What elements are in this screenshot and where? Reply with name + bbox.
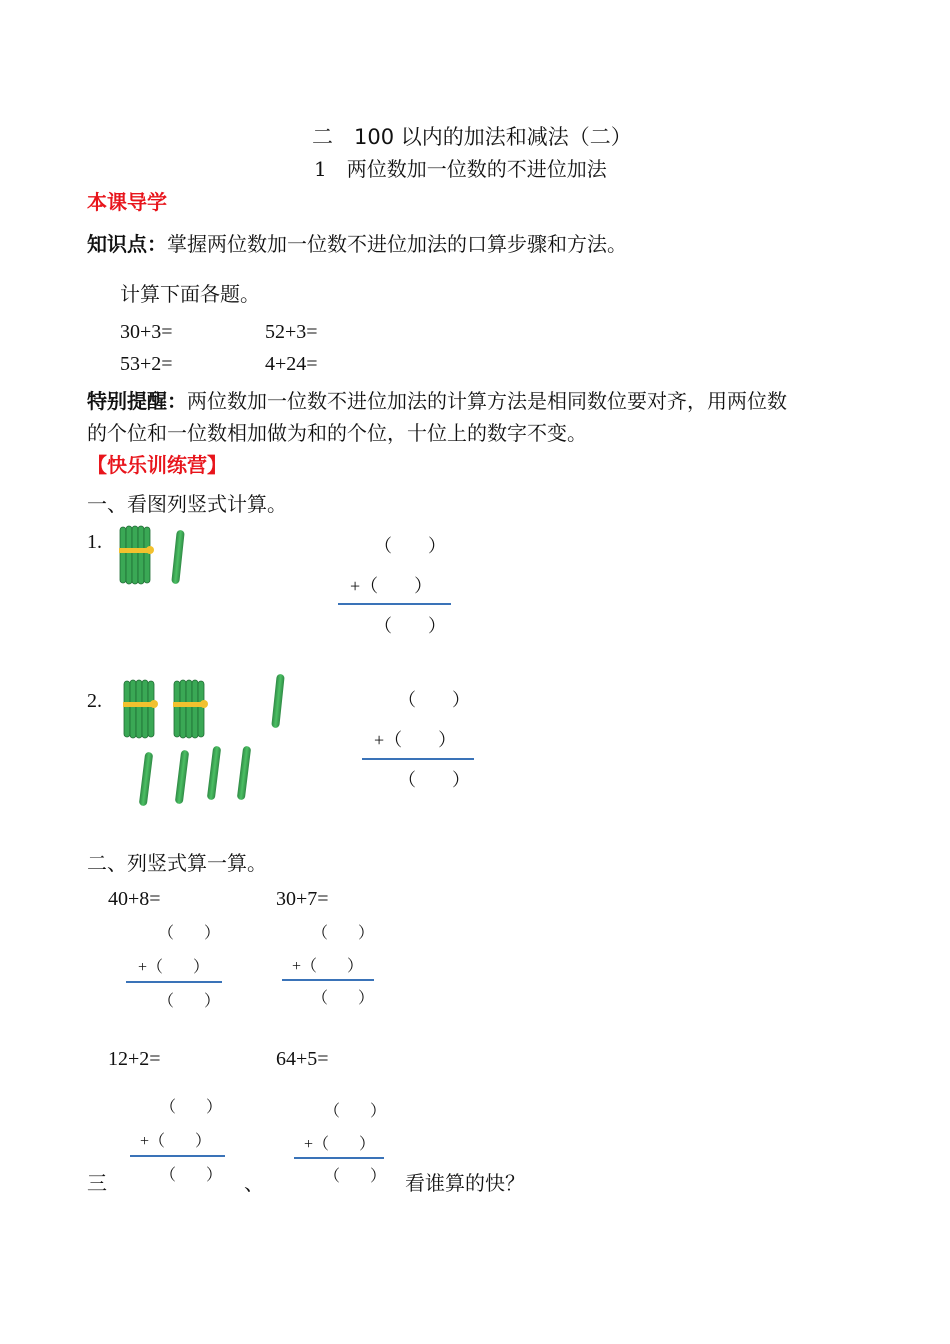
sum-line bbox=[126, 981, 222, 983]
lesson-title: 1 两位数加一位数的不进位加法 bbox=[314, 157, 607, 181]
knowledge-point bbox=[87, 228, 627, 257]
vertical-form-6: （ ） +（ ） （ ） bbox=[294, 1098, 394, 1190]
knowledge-label: 知识点： bbox=[87, 232, 167, 256]
vertical-form-3: （ ） +（ ） （ ） bbox=[126, 920, 226, 1012]
problem-3: 12+2= bbox=[108, 1048, 161, 1070]
sum-line bbox=[130, 1155, 225, 1157]
stick-bundle-icon bbox=[118, 678, 162, 740]
vertical-form-1: （ ） +（ ） （ ） bbox=[338, 530, 453, 640]
problem-4: 64+5= bbox=[276, 1048, 329, 1070]
single-stick bbox=[175, 750, 190, 805]
vertical-form-4: （ ） +（ ） （ ） bbox=[282, 920, 382, 1012]
problem-2: 30+7= bbox=[276, 888, 329, 910]
reminder-label: 特别提醒： bbox=[87, 389, 187, 413]
stick-bundle-icon bbox=[114, 524, 158, 586]
problem-1: 40+8= bbox=[108, 888, 161, 910]
item-2-number: 2. bbox=[87, 690, 102, 712]
section-3-separator: 、 bbox=[244, 1171, 264, 1195]
reminder-text-1: 两位数加一位数不进位加法的计算方法是相同数位要对齐，用两位数 bbox=[187, 389, 787, 413]
vertical-form-5: （ ） +（ ） （ ） bbox=[130, 1094, 230, 1186]
sum-line bbox=[362, 758, 474, 760]
single-stick bbox=[271, 674, 285, 729]
single-stick bbox=[171, 530, 185, 585]
chapter-title: 二 100 以内的加法和减法（二） bbox=[312, 125, 632, 149]
equation-2: 52+3= bbox=[265, 321, 318, 343]
guide-heading: 本课导学 bbox=[87, 190, 167, 214]
stick-bundle-icon bbox=[168, 678, 212, 740]
sum-line bbox=[338, 603, 451, 605]
sum-line bbox=[282, 979, 374, 981]
equation-3: 53+2= bbox=[120, 353, 173, 375]
reminder-line-1 bbox=[87, 385, 787, 414]
section-2-title: 二、列竖式算一算。 bbox=[87, 851, 267, 875]
single-stick bbox=[139, 752, 154, 807]
equation-1: 30+3= bbox=[120, 321, 173, 343]
instruction: 计算下面各题。 bbox=[120, 282, 260, 306]
item-1-number: 1. bbox=[87, 531, 102, 553]
single-stick bbox=[207, 746, 222, 801]
section-3-prefix: 三 bbox=[87, 1171, 107, 1195]
knowledge-text: 掌握两位数加一位数不进位加法的口算步骤和方法。 bbox=[167, 232, 627, 256]
reminder-line-2: 的个位和一位数相加做为和的个位，十位上的数字不变。 bbox=[87, 421, 587, 445]
single-stick bbox=[237, 746, 252, 801]
vertical-form-2: （ ） +（ ） （ ） bbox=[362, 684, 477, 794]
training-heading: 【快乐训练营】 bbox=[87, 453, 227, 477]
section-3-title: 看谁算的快？ bbox=[405, 1171, 525, 1195]
sum-line bbox=[294, 1157, 384, 1159]
equation-4: 4+24= bbox=[265, 353, 318, 375]
section-1-title: 一、看图列竖式计算。 bbox=[87, 492, 287, 516]
